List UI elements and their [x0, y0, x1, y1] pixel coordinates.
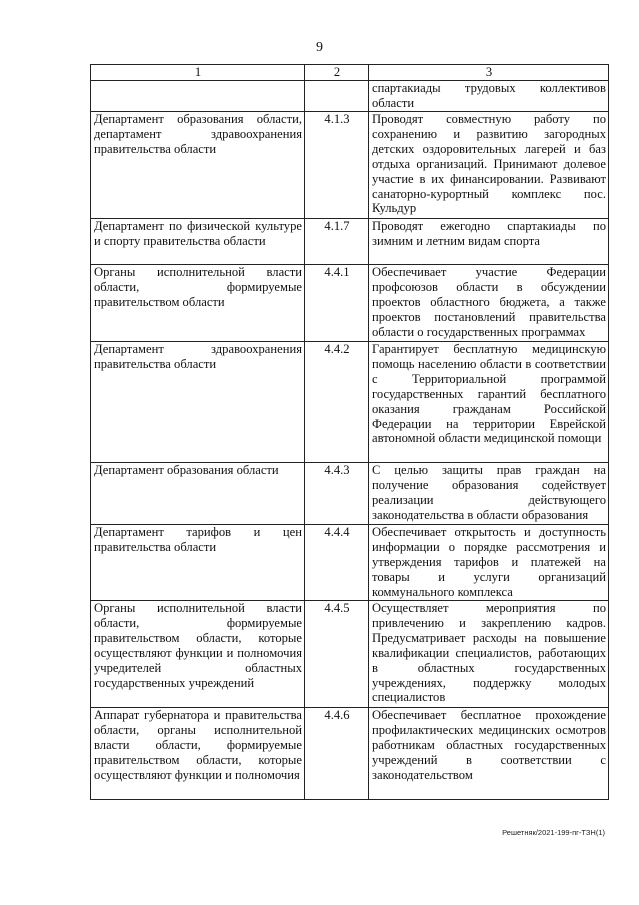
row-description: спартакиады трудовых коллективов области: [369, 81, 609, 112]
document-table: [90, 64, 609, 800]
table-row: [91, 219, 609, 265]
row-clause: 4.1.7: [305, 219, 369, 265]
row-responsible: Департамент образования области, департамент здравоохранения правительства области: [91, 112, 305, 219]
row-clause: 4.4.3: [305, 463, 369, 525]
row-responsible: Департамент тарифов и цен правительства области: [91, 525, 305, 601]
row-responsible: Департамент образования области: [91, 463, 305, 525]
row-responsible: Органы исполнительной власти области, формируемые правительством области, которые осуществляют функции и полномочия учредителей областных государственных учреждений: [91, 601, 305, 708]
row-clause: 4.4.6: [305, 708, 369, 800]
table-row: [91, 342, 609, 463]
table-row: [91, 81, 609, 112]
row-description: Обеспечивает открытость и доступность информации о порядке рассмотрения и утверждения тарифов и платежей на товары и услуги организаций коммунального комплекса: [369, 525, 609, 601]
row-clause: [305, 81, 369, 112]
row-responsible: Департамент здравоохранения правительства области: [91, 342, 305, 463]
header-col-1: 1: [91, 65, 305, 81]
page-number: 9: [316, 40, 323, 55]
header-col-3: 3: [369, 65, 609, 81]
row-description: С целью защиты прав граждан на получение образования содействует реализации действующего законодательства в области образования: [369, 463, 609, 525]
table-row: [91, 112, 609, 219]
table-row: [91, 525, 609, 601]
row-description: Обеспечивает бесплатное прохождение профилактических медицинских осмотров работникам областных государственных учреждений в соответствии с законодательством: [369, 708, 609, 800]
row-clause: 4.4.5: [305, 601, 369, 708]
table-row: [91, 708, 609, 800]
row-responsible: Органы исполнительной власти области, формируемые правительством области: [91, 265, 305, 342]
document-footer-id: Решетняк/2021-199-пг-ТЗН(1): [502, 828, 605, 837]
row-description: Обеспечивает участие Федерации профсоюзов области в обсуждении проектов областного бюджета, а также проектов постановлений правительства области о государственных программах: [369, 265, 609, 342]
header-col-2: 2: [305, 65, 369, 81]
row-clause: 4.4.1: [305, 265, 369, 342]
row-description: Проводят совместную работу по сохранению и развитию загородных детских оздоровительных лагерей и баз отдыха организаций. Принимают долевое участие в их финансировании. Развивают санаторно-курортный комплекс пос. Кульдур: [369, 112, 609, 219]
table-row: [91, 265, 609, 342]
row-description: Гарантирует бесплатную медицинскую помощь населению области в соответствии с Территориальной программой государственных гарантий бесплатного оказания гражданам Российской Федерации на территории Еврейской автономной области медицинской помощи: [369, 342, 609, 463]
table-header-row: [91, 65, 609, 81]
row-description: Осуществляет мероприятия по привлечению и закреплению кадров. Предусматривает расходы на повышение квалификации специалистов, работающих в областных государственных учреждениях, поддержку молодых специалистов: [369, 601, 609, 708]
row-clause: 4.1.3: [305, 112, 369, 219]
table-row: [91, 601, 609, 708]
row-responsible: [91, 81, 305, 112]
table-row: [91, 463, 609, 525]
row-responsible: Аппарат губернатора и правительства области, органы исполнительной власти области, формируемые правительством области, которые осуществляют функции и полномочия: [91, 708, 305, 800]
row-clause: 4.4.2: [305, 342, 369, 463]
row-description: Проводят ежегодно спартакиады по зимним и летним видам спорта: [369, 219, 609, 265]
row-clause: 4.4.4: [305, 525, 369, 601]
row-responsible: Департамент по физической культуре и спорту правительства области: [91, 219, 305, 265]
